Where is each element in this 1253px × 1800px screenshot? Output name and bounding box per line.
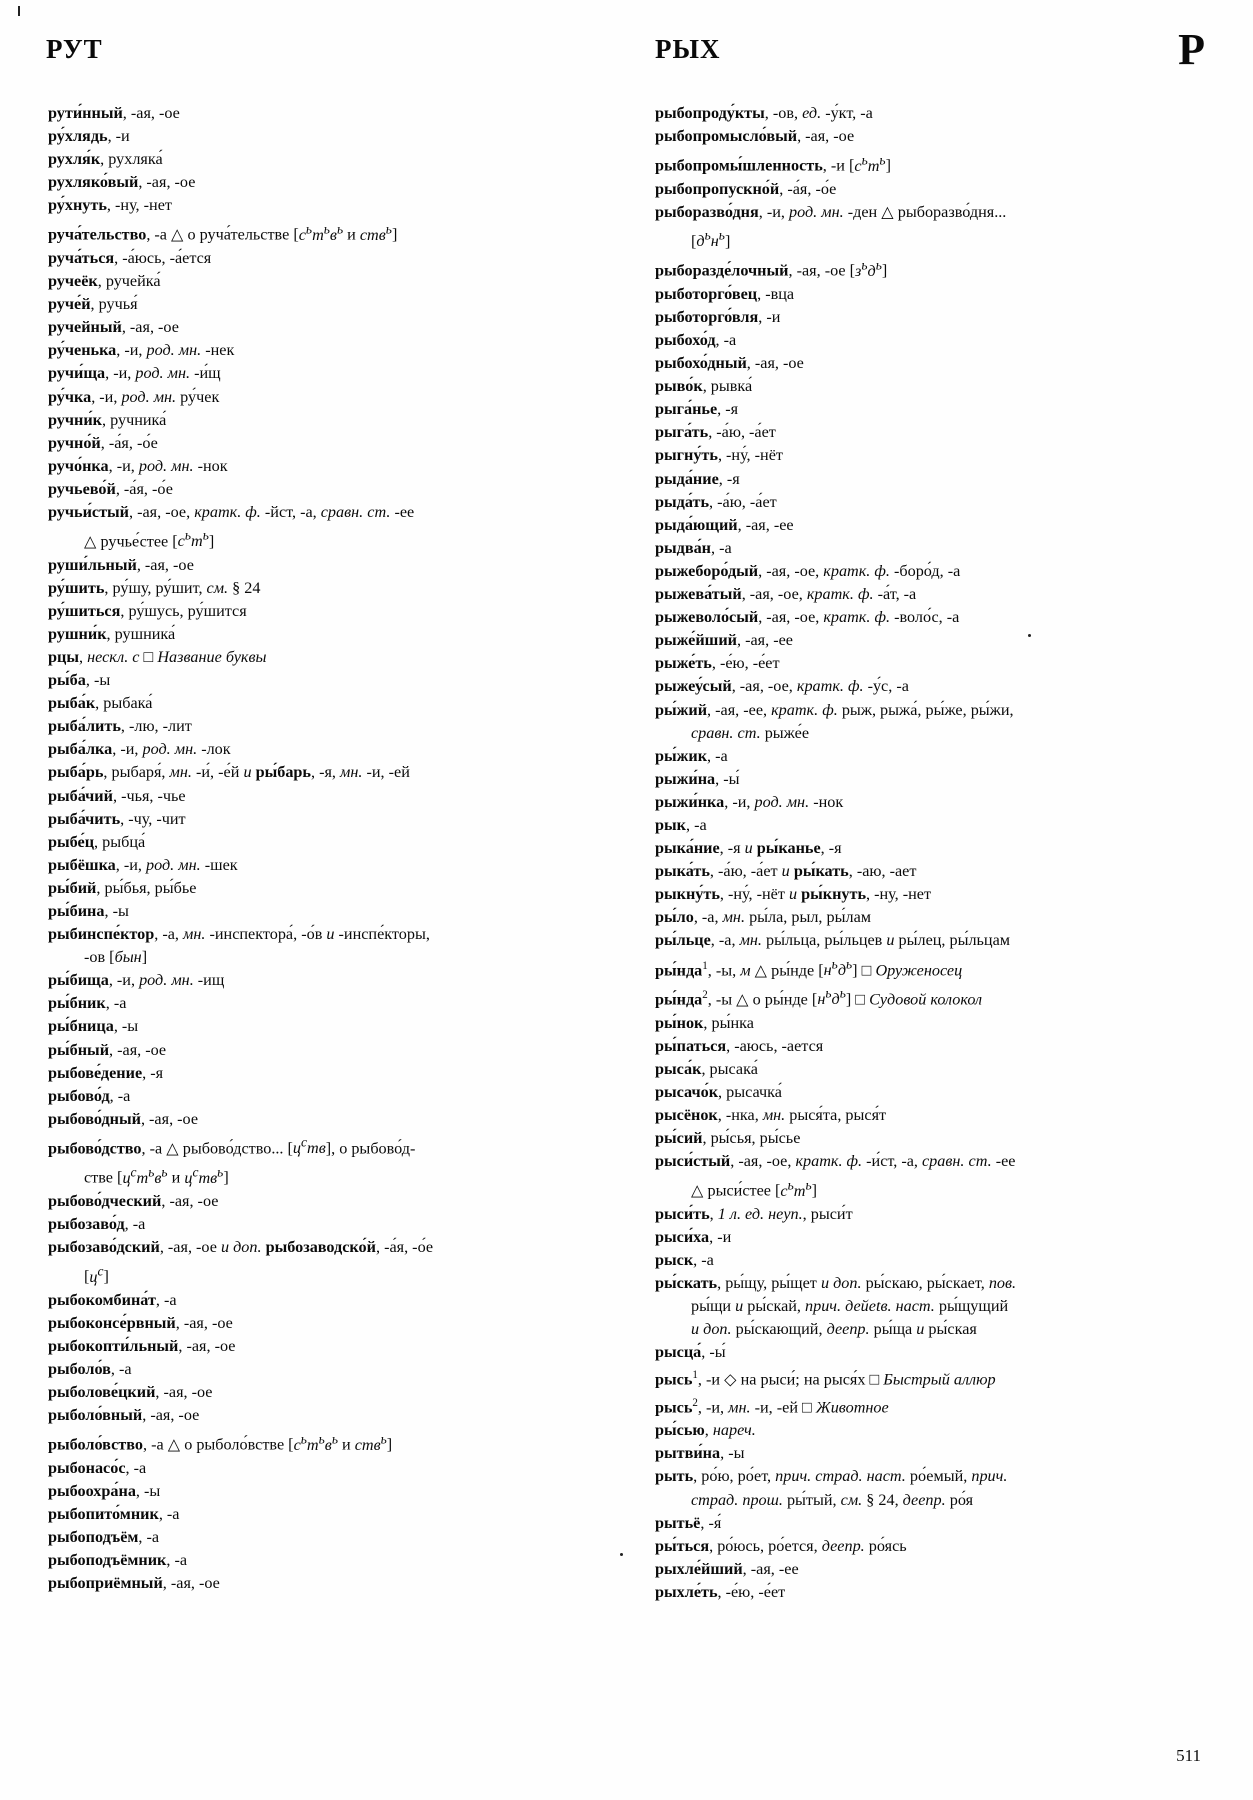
dictionary-entry: рыда́ние, -я (655, 469, 740, 488)
dictionary-entry: руши́льный, -ая, -ое (48, 555, 194, 574)
dictionary-entry: ры́ться, ро́юсь, ро́ется, деепр. ро́ясь (655, 1536, 907, 1555)
dictionary-entry: рыво́к, рывка́ (655, 377, 753, 396)
dictionary-entry: рыдва́н, -а (655, 538, 732, 557)
dictionary-entry: ручно́й, -а́я, -о́е (48, 433, 158, 452)
dictionary-entry: рыбоподъём, -а (48, 1527, 160, 1546)
dictionary-entry: рытьё, -я́ (655, 1513, 722, 1532)
dictionary-entry: ру́хнуть, -ну, -нет (48, 196, 172, 215)
dictionary-entry: рыхле́йший, -ая, -ее (655, 1559, 799, 1578)
dictionary-entry: рыбохо́д, -а (655, 331, 737, 350)
dictionary-entry: ру́хлядь, -и (48, 127, 130, 146)
dictionary-entry: ручеёк, ручейка́ (48, 272, 161, 291)
dictionary-entry: рыбоконсе́рвный, -ая, -ое (48, 1313, 233, 1332)
dictionary-entry: рыбонасо́с, -а (48, 1458, 147, 1477)
dictionary-entry: ры́ло, -а, мн. ры́ла, рыл, ры́лам (655, 908, 872, 927)
dictionary-entry: рыболове́цкий, -ая, -ое (48, 1383, 213, 1402)
dictionary-entry: рыси́ть, 1 л. ед. неуп., рыси́т (655, 1204, 853, 1223)
dictionary-entry: рыбопромысло́вый, -ая, -ое (655, 127, 855, 146)
dictionary-entry: рысь$^2$, -и, мн. -и, -ей □ Животное (655, 1396, 889, 1417)
dictionary-entry: ры́бий, ры́бья, ры́бье (48, 878, 197, 897)
dictionary-entry: рыже́ть, -е́ю, -е́ет (655, 654, 780, 673)
dictionary-entry: ры́жик, -а (655, 746, 728, 765)
dictionary-entry: ру́шить, ру́шу, ру́шит, см. § 24 (48, 578, 261, 597)
dictionary-entry: ры́жий, -ая, -ее, кратк. ф. рыж, рыжа́, ры́же, ры́жи, (655, 700, 1014, 719)
column-right (655, 102, 1225, 1604)
section-letter: Р (1178, 25, 1205, 74)
dictionary-entry: рыжеволо́сый, -ая, -ое, кратк. ф. -воло́с, -а (655, 608, 960, 627)
dictionary-entry: рыжева́тый, -ая, -ое, кратк. ф. -а́т, -а (655, 585, 917, 604)
running-head-middle: РЫХ (655, 34, 721, 64)
dictionary-entry: рыси́стый, -ая, -ое, кратк. ф. -и́ст, -а, сравн. ст. -ее (655, 1152, 1016, 1171)
dictionary-entry: рыжи́нка, -и, род. мн. -нок (655, 792, 844, 811)
dictionary-entry: ры́скать, ры́щу, ры́щет и доп. ры́скаю, ры́скает, пов. (655, 1273, 1017, 1292)
running-head-left: РУТ (46, 34, 103, 64)
dictionary-entry: рыбозаво́дский, -ая, -ое и доп. рыбозаводско́й, -а́я, -о́е (48, 1238, 434, 1257)
entry-continuation-line: и доп. ры́скающий, деепр. ры́ща и ры́ская (691, 1320, 977, 1339)
dictionary-entry: рыборазде́лочный, -ая, -ое $[з^ьд^ь]$ (655, 257, 888, 280)
dictionary-entry: рысца́, -ы́ (655, 1343, 726, 1362)
dictionary-entry: рыкну́ть, -ну́, -нёт и ры́кнуть, -ну, -нет (655, 885, 932, 904)
dictionary-entry: рути́нный, -ая, -ое (48, 104, 180, 122)
dictionary-entry: рыжеборо́дый, -ая, -ое, кратк. ф. -боро́д, -а (655, 561, 961, 580)
dictionary-entry: рыбоохра́на, -ы (48, 1481, 161, 1500)
entry-continuation-line: ры́щи и ры́скай, прич. дейetв. наст. ры́щущий (691, 1297, 1009, 1316)
dictionary-entry: рыка́ние, -я и ры́канье, -я (655, 839, 842, 858)
dictionary-entry: рысачо́к, рысачка́ (655, 1082, 782, 1101)
dictionary-entry: рыда́ть, -а́ю, -а́ет (655, 492, 777, 511)
dictionary-entry: ры́бища, -и, род. мн. -ищ (48, 971, 225, 990)
dictionary-entry: ры́нда$^1$, -ы, м △ ры́нде $[н^ьд^ь]$ □ Оруженосец (655, 956, 963, 979)
page-number: 511 (1176, 1746, 1201, 1765)
column-left (48, 102, 608, 1595)
dictionary-entry: рыжи́на, -ы́ (655, 769, 740, 788)
dictionary-entry: рыси́ха, -и (655, 1227, 732, 1246)
dictionary-entry: руче́й, ручья́ (48, 295, 138, 314)
dictionary-entry: рыжеу́сый, -ая, -ое, кратк. ф. -у́с, -а (655, 677, 909, 696)
dictionary-entry: рыбинспе́ктор, -а, мн. -инспектора́, -о́в и -инспе́кторы, (48, 925, 430, 944)
dictionary-entry: рыбохо́дный, -ая, -ое (655, 354, 804, 373)
entry-continuation-line: △ рыси́стее $[с^ьт^ь]$ (691, 1177, 817, 1200)
dictionary-entry: рыск, -а (655, 1250, 714, 1269)
entry-continuation-line: △ ручье́стее $[с^ьт^ь]$ (84, 528, 215, 551)
dictionary-entry: рыбокомбина́т, -а (48, 1290, 177, 1309)
dictionary-entry: рысёнок, -нка, мн. рыся́та, рыся́т (655, 1105, 887, 1124)
dictionary-entry: рыба́чий, -чья, -чье (48, 786, 186, 805)
dictionary-entry: ру́чка, -и, род. мн. ру́чек (48, 387, 220, 406)
dictionary-entry: ручи́ща, -и, род. мн. -и́щ (48, 364, 221, 383)
dictionary-entry: рысь$^1$, -и ◇ на рыси́; на рыся́х □ Быстрый аллюр (655, 1369, 996, 1389)
dictionary-entry: рыбоподъёмник, -а (48, 1551, 188, 1570)
dictionary-entry: рыботорго́вец, -вца (655, 284, 795, 303)
dictionary-entry: рухля́к, рухляка́ (48, 150, 163, 169)
dictionary-entry: рыба́рь, рыбаря́, мн. -и́, -е́й и ры́барь, -я, мн. -и, -ей (48, 763, 410, 782)
dictionary-entry: ры́бина, -ы (48, 901, 129, 920)
dictionary-entry: рыбе́ц, рыбца́ (48, 832, 146, 851)
entry-continuation-line: $[ц^с]$ (84, 1263, 109, 1286)
dictionary-entry: ры́сий, ры́сья, ры́сье (655, 1128, 801, 1147)
dictionary-entry: рыбокопти́льный, -ая, -ое (48, 1336, 236, 1355)
dictionary-entry: ручейный, -ая, -ое (48, 318, 179, 337)
dictionary-entry: ры́нда$^2$, -ы △ о ры́нде $[н^ьд^ь]$ □ Судовой колокол (655, 986, 983, 1009)
dictionary-entry: рыть, ро́ю, ро́ет, прич. страд. наст. ро́емый, прич. (655, 1467, 1008, 1486)
dictionary-entry: рыба́лка, -и, род. мн. -лок (48, 740, 231, 759)
dictionary-entry: рыба́лить, -лю, -лит (48, 717, 192, 736)
dictionary-entry: рыбопромы́шленность, -и $[с^ьт^ь]$ (655, 152, 891, 175)
dictionary-entry: ры́льце, -а, мн. ры́льца, ры́льцев и ры́лец, ры́льцам (655, 931, 1011, 950)
dictionary-entry: рытви́на, -ы (655, 1444, 745, 1463)
dictionary-entry: рыболо́вный, -ая, -ое (48, 1406, 200, 1425)
page-speck (18, 6, 20, 16)
dictionary-entry: рыба́к, рыбака́ (48, 694, 153, 713)
dictionary-entry: ручо́нка, -и, род. мн. -нок (48, 456, 228, 475)
dictionary-entry: ры́бница, -ы (48, 1017, 139, 1036)
dictionary-entry: рыгну́ть, -ну́, -нёт (655, 446, 783, 465)
dictionary-entry: ры́ба, -ы (48, 671, 111, 690)
dictionary-entry: рыбово́дный, -ая, -ое (48, 1109, 199, 1128)
dictionary-entry: рыбово́дство, -а △ рыбово́дство... $[ц^ств]$, о рыбово́д- (48, 1134, 416, 1158)
dictionary-entry: рыболо́в, -а (48, 1359, 132, 1378)
dictionary-entry: рушни́к, рушника́ (48, 624, 176, 643)
dictionary-entry: рыбопропускно́й, -а́я, -о́е (655, 179, 837, 198)
entry-continuation-line: сравн. ст. рыже́е (691, 723, 810, 742)
dictionary-entry: ручьево́й, -а́я, -о́е (48, 479, 173, 498)
entry-continuation-line: страд. прош. ры́тый, см. § 24, деепр. ро́я (691, 1490, 974, 1509)
dictionary-entry: рыболо́вство, -а △ о рыболо́встве [$с^ьт^ьв^ь$ и ств$^ь$] (48, 1431, 393, 1454)
dictionary-entry: рыборазво́дня, -и, род. мн. -ден △ рыборазво́дня... (655, 202, 1007, 221)
dictionary-entry: ры́сью, нареч. (655, 1421, 756, 1440)
page-speck (1028, 634, 1031, 637)
dictionary-entry: рык, -а (655, 815, 707, 834)
entry-continuation-line: -ов [бын] (84, 948, 148, 967)
dictionary-entry: рыбёшка, -и, род. мн. -шек (48, 855, 238, 874)
dictionary-entry: рцы, нескл. с □ Название буквы (48, 647, 267, 666)
dictionary-entry: руча́тельство, -а △ о руча́тельстве [$с^ьт^ьв^ь$ и ств$^ь$] (48, 221, 398, 244)
dictionary-entry: рыса́к, рысака́ (655, 1059, 758, 1078)
dictionary-entry: ру́ченька, -и, род. мн. -нек (48, 341, 235, 360)
dictionary-entry: рыботорго́вля, -и (655, 307, 781, 326)
dictionary-entry: рыга́нье, -я (655, 400, 739, 419)
dictionary-entry: ры́нок, ры́нка (655, 1013, 754, 1032)
dictionary-entry: рыбопито́мник, -а (48, 1504, 180, 1523)
dictionary-entry: ры́паться, -аюсь, -ается (655, 1036, 824, 1055)
dictionary-entry: рыбозаво́д, -а (48, 1214, 146, 1233)
entry-continuation-line: $[д^ьн^ь]$ (691, 227, 731, 251)
dictionary-entry: рыда́ющий, -ая, -ее (655, 515, 794, 534)
dictionary-entry: ру́шиться, ру́шусь, ру́шится (48, 601, 247, 620)
dictionary-entry: ручьи́стый, -ая, -ое, кратк. ф. -йст, -а, сравн. ст. -ее (48, 502, 415, 521)
dictionary-entry: ры́бник, -а (48, 994, 127, 1013)
dictionary-entry: рыбоприёмный, -ая, -ое (48, 1574, 220, 1593)
page-speck (620, 1553, 623, 1556)
dictionary-entry: рыбове́дение, -я (48, 1063, 164, 1082)
dictionary-entry: рыбово́д, -а (48, 1086, 131, 1105)
dictionary-entry: рухляко́вый, -ая, -ое (48, 173, 196, 192)
dictionary-entry: рыбопроду́кты, -ов, ед. -у́кт, -а (655, 104, 873, 122)
dictionary-entry: рыка́ть, -а́ю, -а́ет и ры́кать, -аю, -ает (655, 862, 917, 881)
dictionary-entry: рыхле́ть, -е́ю, -е́ет (655, 1582, 786, 1601)
dictionary-entry: ручни́к, ручника́ (48, 410, 167, 429)
dictionary-entry: руча́ться, -а́юсь, -а́ется (48, 248, 212, 267)
dictionary-entry: ры́бный, -ая, -ое (48, 1040, 167, 1059)
dictionary-entry: рыга́ть, -а́ю, -а́ет (655, 423, 776, 442)
page-header (0, 25, 1253, 94)
entry-continuation-line: стве [$ц^ст^ьв^ь$ и $ц^ств^ь$] (84, 1164, 229, 1187)
dictionary-entry: рыбово́дческий, -ая, -ое (48, 1191, 219, 1210)
dictionary-entry: рыба́чить, -чу, -чит (48, 809, 186, 828)
dictionary-entry: рыже́йший, -ая, -ее (655, 631, 793, 650)
